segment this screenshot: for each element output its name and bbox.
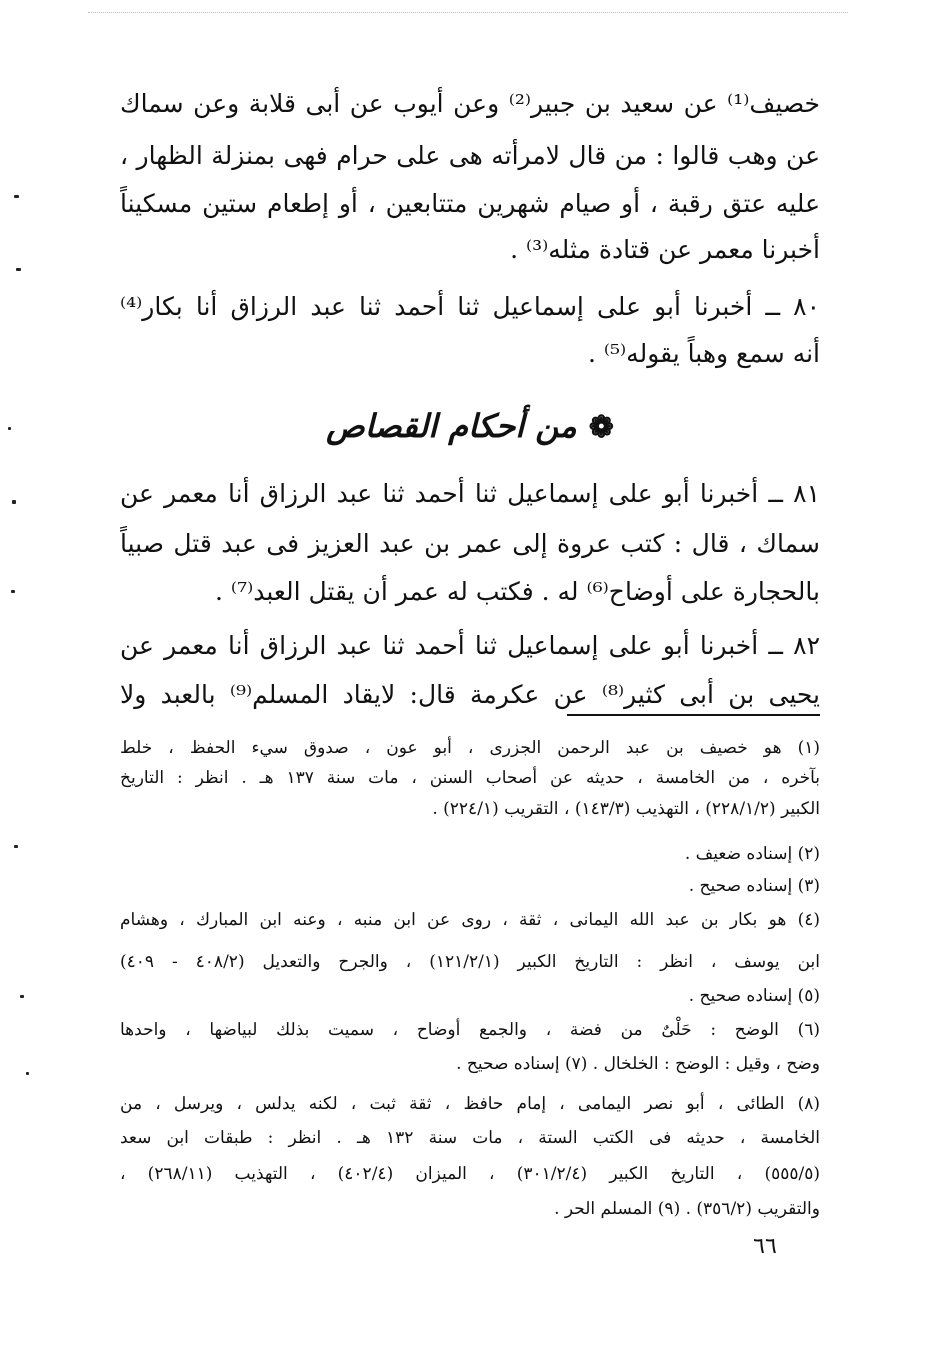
scan-speck — [20, 995, 24, 998]
footnote-line: (٣) إسناده صحيح . — [688, 876, 820, 896]
section-heading — [120, 398, 820, 454]
scan-speck — [26, 1072, 29, 1075]
body-line: أنه سمع وهباً يقوله⁽⁵⁾ . — [587, 339, 820, 368]
body-line: عليه عتق رقبة ، أو صيام شهرين متتابعين ، أو إطعام ستين مسكيناً — [120, 189, 820, 218]
footnote-line: (٥) إسناده صحيح . — [688, 986, 820, 1006]
scan-speck — [8, 427, 11, 430]
scan-speck — [11, 590, 15, 593]
scan-speck — [14, 845, 18, 848]
heading-text: من أحكام القصاص — [326, 407, 577, 445]
body-line: خصيف⁽¹⁾ عن سعيد بن جبير⁽²⁾ وعن أيوب عن أبى قلابة وعن سماك — [120, 89, 820, 118]
footnote-line: (١) هو خصيف بن عبد الرحمن الجزرى ، أبو عون ، صدوق سيء الحفظ ، خلط — [120, 738, 820, 758]
footnote-line: (٥٥٥/٥) ، التاريخ الكبير (٣٠١/٢/٤) ، الميزان (٤٠٢/٤) ، التهذيب (٢٦٨/١١) ، — [120, 1164, 820, 1184]
footnote-line: (٢) إسناده ضعيف . — [684, 844, 820, 864]
footnote-line: (٤) هو بكار بن عبد الله اليمانى ، ثقة ، روى عن ابن منبه ، وعنه ابن المبارك ، وهشام — [120, 910, 820, 930]
body-line: ٨١ ــ أخبرنا أبو على إسماعيل ثنا أحمد ثنا عبد الرزاق أنا معمر عن — [120, 479, 820, 508]
footnote-line: وضح ، وقيل : الوضح : الخلخال . (٧) إسناده صحيح . — [456, 1054, 820, 1074]
heading-ornament-icon: ❁ — [588, 410, 614, 445]
footnote-line: (٦) الوضح : حَلْىٌ من فضة ، والجمع أوضاح ، سميت بذلك لبياضها ، واحدها — [120, 1020, 820, 1040]
footnote-line: بآخره ، من الخامسة ، حديثه عن أصحاب السنن ، مات سنة ١٣٧ هـ . انظر : التاريخ — [120, 768, 820, 788]
scan-speck — [14, 195, 19, 198]
footnote-line: الكبير (٢٢٨/١/٢) ، التهذيب (١٤٣/٣) ، التقريب (٢٢٤/١) . — [432, 799, 820, 819]
top-dotted-rule — [88, 12, 848, 13]
scan-speck — [16, 268, 21, 271]
body-line: ٨٢ ــ أخبرنا أبو على إسماعيل ثنا أحمد ثنا عبد الرزاق أنا معمر عن — [120, 631, 820, 660]
body-line: عن وهب قالوا : من قال لامرأته هى على حرام فهى بمنزلة الظهار ، — [120, 141, 820, 170]
body-line: بالحجارة على أوضاح⁽⁶⁾ له . فكتب له عمر أن يقتل العبد⁽⁷⁾ . — [215, 577, 820, 606]
body-line: يحيى بن أبى كثير⁽⁸⁾ عن عكرمة قال: لايقاد المسلم⁽⁹⁾ بالعبد ولا — [120, 680, 820, 709]
footnote-line: ابن يوسف ، انظر : التاريخ الكبير (١٢١/٢/١) ، والجرح والتعديل (٤٠٨/٢ - ٤٠٩) — [120, 952, 820, 972]
footnote-line: (٨) الطائى ، أبو نصر اليمامى ، إمام حافظ ، ثقة ثبت ، لكنه يدلس ، ويرسل ، من — [120, 1094, 820, 1114]
page-number: ٦٦ — [753, 1234, 777, 1259]
footnote-separator — [567, 714, 820, 716]
scan-speck — [12, 500, 16, 504]
body-line: أخبرنا معمر عن قتادة مثله⁽³⁾ . — [510, 235, 820, 264]
body-line: ٨٠ ــ أخبرنا أبو على إسماعيل ثنا أحمد ثنا عبد الرزاق أنا بكار⁽⁴⁾ — [120, 292, 820, 321]
footnote-line: الخامسة ، حديثه فى الكتب الستة ، مات سنة ١٣٢ هـ . انظر : طبقات ابن سعد — [120, 1128, 820, 1148]
body-line: سماك ، قال : كتب عروة إلى عمر بن عبد العزيز فى عبد قتل صبياً — [120, 529, 820, 558]
footnote-line: والتقريب (٣٥٦/٢) . (٩) المسلم الحر . — [554, 1199, 820, 1219]
